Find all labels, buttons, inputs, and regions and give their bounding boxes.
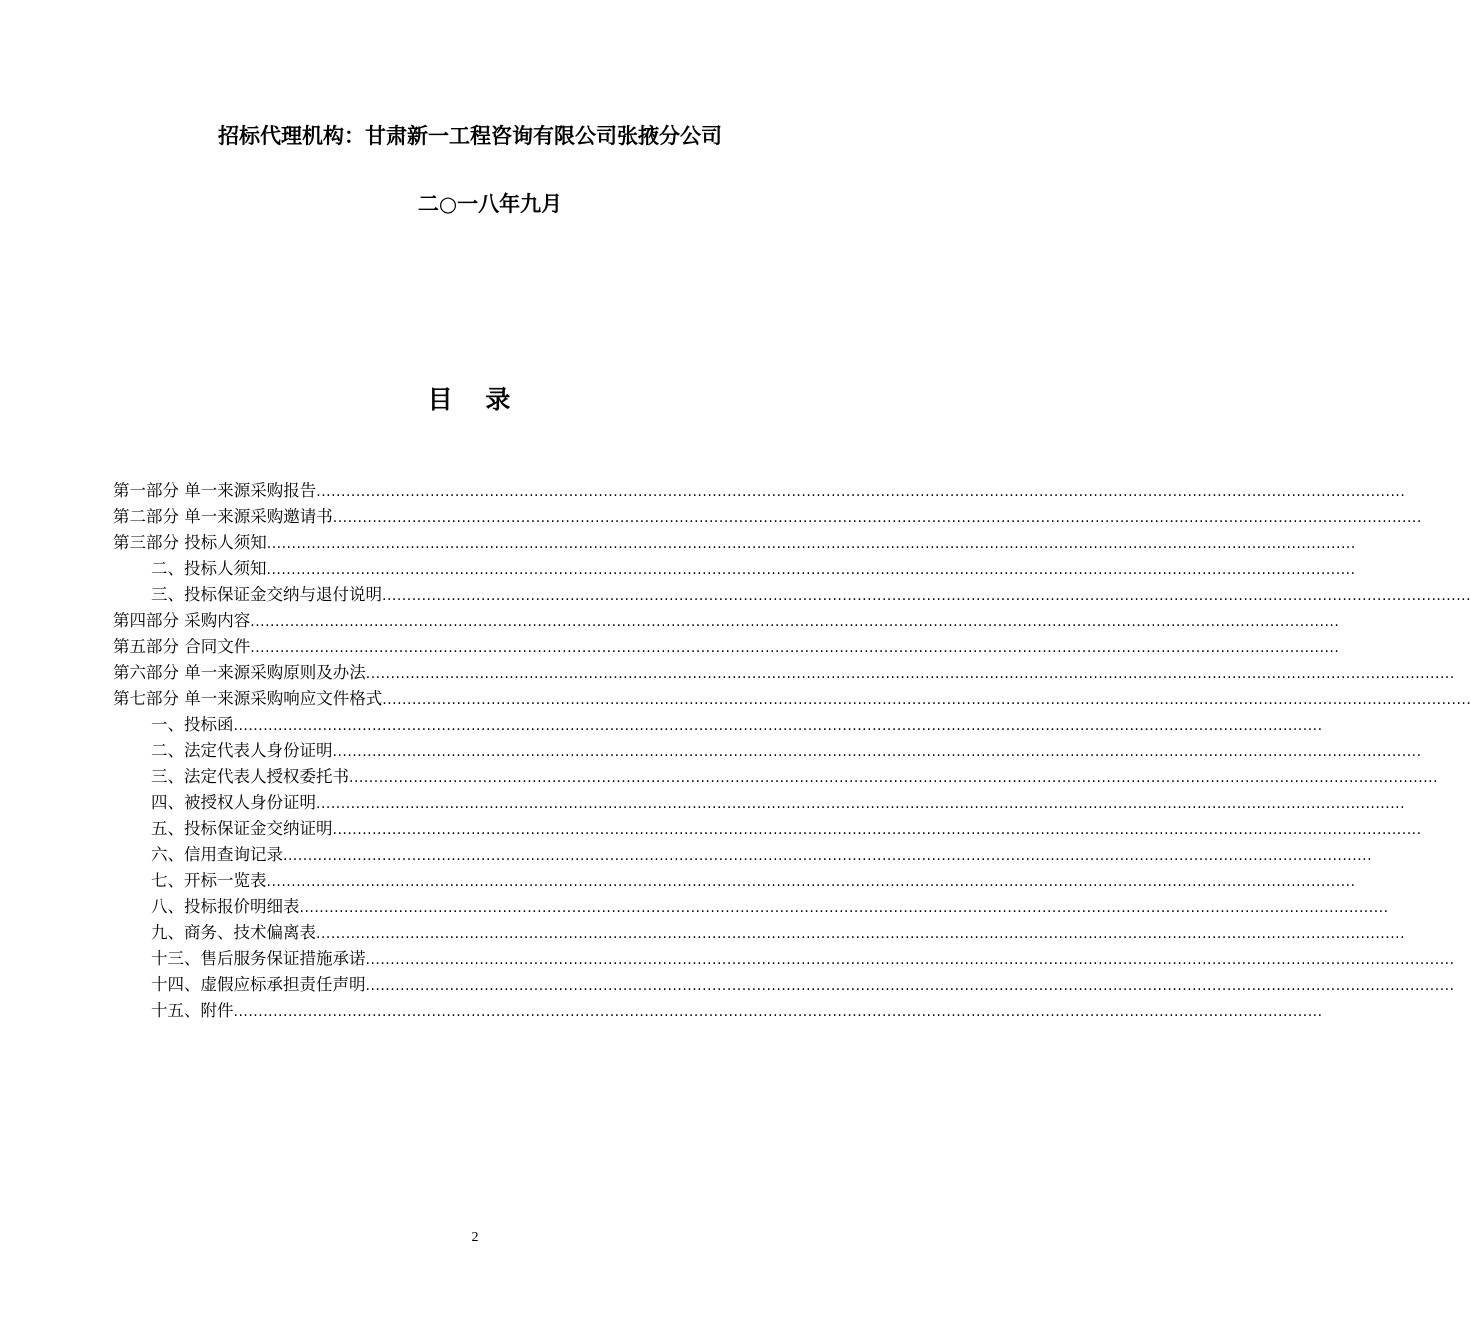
toc-entry[interactable] bbox=[113, 842, 1373, 868]
toc-entry-text: 八、投标报价明细表 bbox=[151, 897, 300, 916]
toc-dot-leader: ............................................................................................................................................................................................................................ bbox=[349, 770, 1439, 786]
toc-dot-leader: ............................................................................................................................................................................................................................ bbox=[332, 822, 1422, 838]
page-number: 2 bbox=[471, 1230, 479, 1245]
toc-dot-leader: ............................................................................................................................................................................................................................ bbox=[266, 536, 1356, 552]
toc-entry[interactable] bbox=[113, 764, 1439, 790]
toc-entry[interactable] bbox=[113, 790, 1406, 816]
toc-entry-text: 十三、售后服务保证措施承诺 bbox=[151, 949, 366, 968]
toc-entry-text: 第四部分 采购内容 bbox=[113, 611, 251, 630]
toc-entry[interactable] bbox=[113, 478, 1406, 504]
toc-dot-leader: ............................................................................................................................................................................................................................ bbox=[250, 640, 1340, 656]
toc-entry-text: 第一部分 单一来源采购报告 bbox=[113, 481, 317, 500]
toc-entry-text: 第五部分 合同文件 bbox=[113, 637, 251, 656]
toc-entry[interactable] bbox=[113, 634, 1340, 660]
toc-entry-text: 二、投标人须知 bbox=[151, 559, 267, 578]
toc-dot-leader: ............................................................................................................................................................................................................................ bbox=[266, 562, 1356, 578]
toc-entry[interactable] bbox=[113, 686, 1471, 712]
toc-entry-text: 六、信用查询记录 bbox=[151, 845, 283, 864]
toc-dot-leader: ............................................................................................................................................................................................................................ bbox=[316, 796, 1406, 812]
toc-entry[interactable] bbox=[113, 920, 1406, 946]
toc-dot-leader: ............................................................................................................................................................................................................................ bbox=[365, 666, 1455, 682]
toc-entry[interactable] bbox=[113, 712, 1323, 738]
agency-line: 招标代理机构：甘肃新一工程咨询有限公司张掖分公司 bbox=[218, 124, 722, 148]
toc-entry[interactable] bbox=[113, 556, 1356, 582]
toc-entry[interactable] bbox=[113, 660, 1455, 686]
toc-dot-leader: ............................................................................................................................................................................................................................ bbox=[233, 718, 1323, 734]
toc-dot-leader: ............................................................................................................................................................................................................................ bbox=[365, 952, 1455, 968]
toc-entry-text: 十五、附件 bbox=[151, 1001, 234, 1020]
toc-entry-text: 第三部分 投标人须知 bbox=[113, 533, 267, 552]
toc-entry-text: 一、投标函 bbox=[151, 715, 234, 734]
toc-entry[interactable] bbox=[113, 998, 1323, 1024]
toc-dot-leader: ............................................................................................................................................................................................................................ bbox=[316, 926, 1406, 942]
toc-entry[interactable] bbox=[113, 530, 1356, 556]
toc-dot-leader: ............................................................................................................................................................................................................................ bbox=[233, 1004, 1323, 1020]
toc-entry-text: 五、投标保证金交纳证明 bbox=[151, 819, 333, 838]
toc-entry-text: 二、法定代表人身份证明 bbox=[151, 741, 333, 760]
toc-entry-text: 十四、虚假应标承担责任声明 bbox=[151, 975, 366, 994]
toc-entry[interactable] bbox=[113, 504, 1422, 530]
toc-entry-text: 第二部分 单一来源采购邀请书 bbox=[113, 507, 333, 526]
toc-entry[interactable] bbox=[113, 582, 1471, 608]
toc-entry[interactable] bbox=[113, 946, 1455, 972]
toc-dot-leader: ............................................................................................................................................................................................................................ bbox=[266, 874, 1356, 890]
toc-dot-leader: ............................................................................................................................................................................................................................ bbox=[316, 484, 1406, 500]
toc-dot-leader: ............................................................................................................................................................................................................................ bbox=[332, 744, 1422, 760]
toc-entry[interactable] bbox=[113, 894, 1389, 920]
toc-dot-leader: ............................................................................................................................................................................................................................ bbox=[299, 900, 1389, 916]
toc-dot-leader: ............................................................................................................................................................................................................................ bbox=[382, 588, 1471, 604]
toc-entry-text: 三、投标保证金交纳与退付说明 bbox=[151, 585, 382, 604]
toc-entry[interactable] bbox=[113, 816, 1422, 842]
toc-entry[interactable] bbox=[113, 738, 1422, 764]
toc-title: 目 录 bbox=[427, 385, 523, 414]
toc-dot-leader: ............................................................................................................................................................................................................................ bbox=[332, 510, 1422, 526]
toc-dot-leader: ............................................................................................................................................................................................................................ bbox=[365, 978, 1455, 994]
toc-dot-leader: ............................................................................................................................................................................................................................ bbox=[382, 692, 1471, 708]
toc-entry[interactable] bbox=[113, 972, 1455, 998]
toc-entry[interactable] bbox=[113, 868, 1356, 894]
toc-entry-text: 九、商务、技术偏离表 bbox=[151, 923, 316, 942]
toc-entry[interactable] bbox=[113, 608, 1340, 634]
toc-entry-text: 第六部分 单一来源采购原则及办法 bbox=[113, 663, 366, 682]
table-of-contents bbox=[113, 478, 1471, 1024]
toc-dot-leader: ............................................................................................................................................................................................................................ bbox=[283, 848, 1373, 864]
toc-entry-text: 第七部分 单一来源采购响应文件格式 bbox=[113, 689, 383, 708]
toc-entry-text: 七、开标一览表 bbox=[151, 871, 267, 890]
toc-dot-leader: ............................................................................................................................................................................................................................ bbox=[250, 614, 1340, 630]
toc-entry-text: 四、被授权人身份证明 bbox=[151, 793, 316, 812]
document-date: 二○一八年九月 bbox=[417, 192, 563, 216]
toc-entry-text: 三、法定代表人授权委托书 bbox=[151, 767, 349, 786]
